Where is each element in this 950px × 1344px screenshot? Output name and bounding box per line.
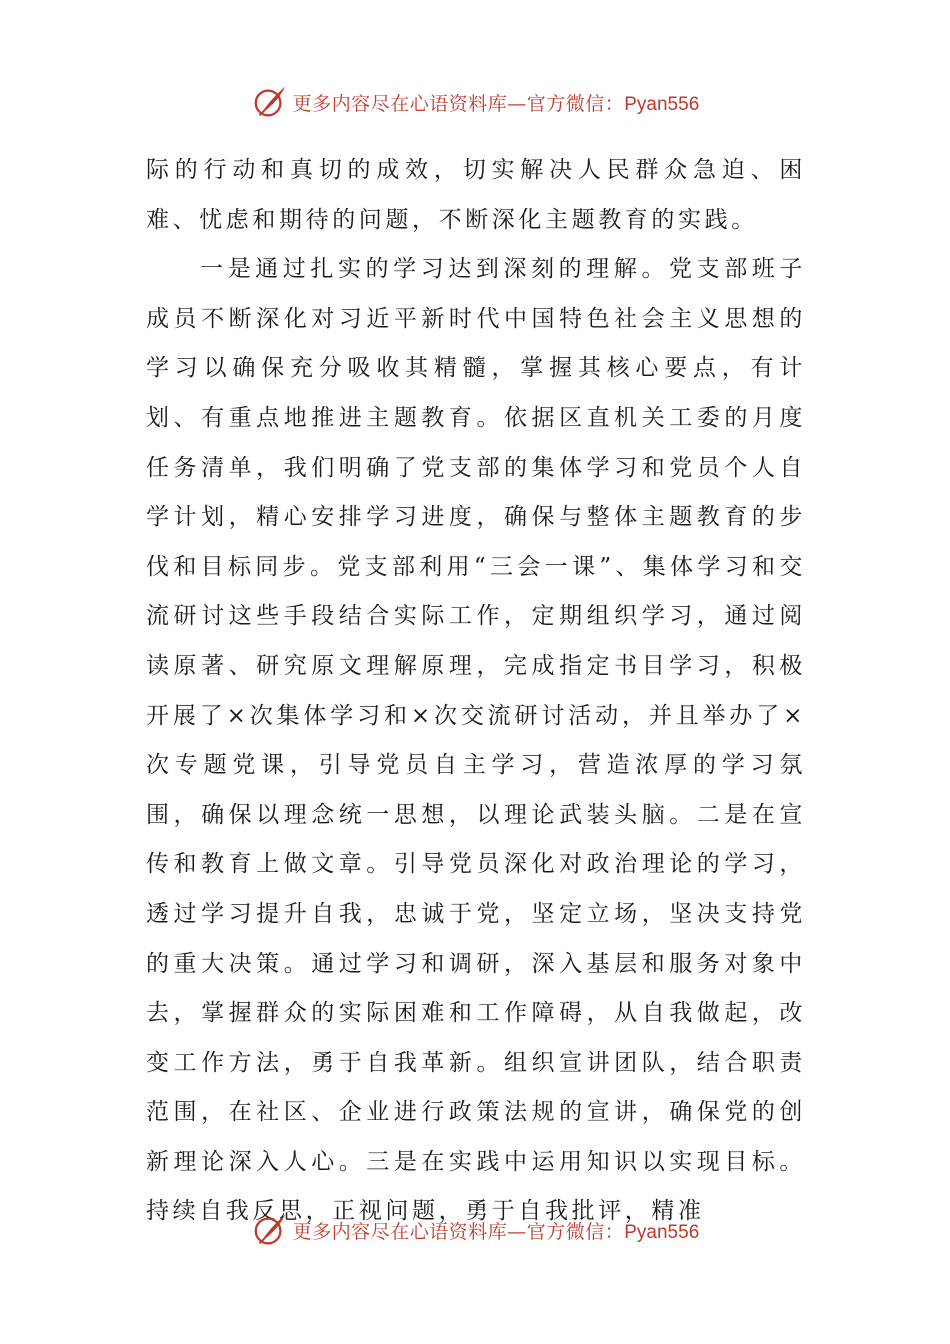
paragraph-continuation: 际的行动和真切的成效，切实解决人民群众急迫、困难、忧虑和期待的问题，不断深化主题教育的实践。 [146,157,806,233]
footer-banner [0,1210,950,1250]
paragraph-main: 一是通过扎实的学习达到深刻的理解。党支部班子成员不断深化对习近平新时代中国特色社会主义思想的学习以确保充分吸收其精髓，掌握其核心要点，有计划、有重点地推进主题教育。依据区直机关工委的月度任务清单，我们明确了党支部的集体学习和党员个人自学计划，精心安排学习进度，确保与整体主题教育的步伐和目标同步。党支部利用“三会一课”、集体学习和交流研讨这些手段结合实际工作，定期组织学习，通过阅读原著、研究原文理解原理，完成指定书目学习，积极开展了×次集体学习和×次交流研讨活动，并且举办了×次专题党课，引导党员自主学习，营造浓厚的学习氛围，确保以理念统一思想，以理论武装头脑。二是在宣传和教育上做文章。引导党员深化对政治理论的学习，透过学习提升自我，忠诚于党，坚定立场，坚决支持党的重大决策。通过学习和调研，深入基层和服务对象中去，掌握群众的实际困难和工作障碍，从自我做起，改变工作方法，勇于自我革新。组织宣讲团队，结合职责范围，在社区、企业进行政策法规的宣讲，确保党的创新理论深入人心。三是在实践中运用知识以实现目标。持续自我反思，正视问题，勇于自我批评，精准 [146,256,806,1225]
header-banner [0,82,950,122]
footer-banner-text: 更多内容尽在心语资料库—官方微信：Pyan556 [292,1220,700,1243]
header-wechat-account: Pyan556 [624,93,700,115]
document-body [146,146,806,1237]
header-banner-text: 更多内容尽在心语资料库—官方微信：Pyan556 [292,92,700,115]
quill-logo-icon [251,1211,289,1249]
footer-wechat-account: Pyan556 [624,1221,700,1243]
quill-logo-icon [251,83,289,121]
